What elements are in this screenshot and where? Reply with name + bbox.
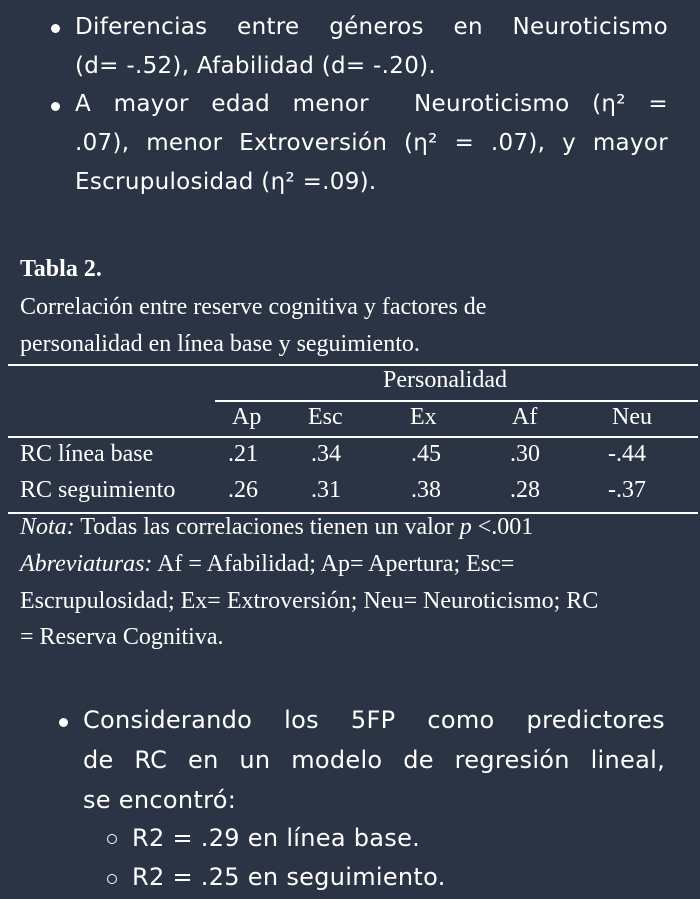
column-header: Af — [512, 404, 538, 430]
cell: .34 — [311, 441, 341, 467]
sub-bullet-text: R2 = .25 en seguimiento. — [132, 863, 446, 891]
column-header: Esc — [308, 404, 343, 430]
bullet-text: Considerando los 5FP como predictores — [83, 706, 665, 734]
note-end: <.001 — [471, 514, 534, 540]
group-header: Personalidad — [383, 367, 507, 393]
bullet-icon — [51, 102, 60, 111]
cell: -.44 — [608, 441, 646, 467]
table-rule — [8, 364, 698, 366]
bullet-text: .07), menor Extroversión (η² = .07), y mayor — [75, 130, 668, 156]
bullet-text: se encontró: — [83, 786, 237, 814]
abbr-text: Af = Afabilidad; Ap= Apertura; Esc= — [152, 551, 515, 577]
abbr-label: Abreviaturas: — [20, 551, 153, 577]
table-rule — [215, 400, 698, 402]
sub-bullet-icon — [107, 874, 117, 884]
note-text: Todas las correlaciones tienen un valor — [74, 514, 460, 540]
abbreviations — [20, 551, 514, 578]
cell: .28 — [510, 477, 540, 503]
cell: .45 — [411, 441, 441, 467]
sub-bullet-text: R2 = .29 en línea base. — [132, 824, 421, 852]
note-p: p — [459, 514, 472, 540]
column-header: Neu — [612, 404, 652, 430]
abbr-text: = Reserva Cognitiva. — [20, 624, 224, 650]
table-caption: Correlación entre reserve cognitiva y factores de — [20, 294, 487, 320]
table-label: Tabla 2. — [20, 256, 102, 282]
abbr-text: Escrupulosidad; Ex= Extroversión; Neu= Neuroticismo; RC — [20, 588, 599, 614]
bullet-text: de RC en un modelo de regresión lineal, — [83, 746, 665, 774]
cell: .30 — [510, 441, 540, 467]
sub-bullet-icon — [107, 834, 117, 844]
column-header: Ap — [232, 404, 262, 430]
table-caption: personalidad en línea base y seguimiento. — [20, 331, 420, 357]
bullet-icon — [51, 24, 60, 33]
bullet-text: A mayor edad menor Neuroticismo (η² = — [75, 91, 668, 117]
cell: .21 — [228, 441, 258, 467]
cell: .31 — [311, 477, 341, 503]
row-label: RC línea base — [20, 441, 154, 467]
bullet-icon — [59, 718, 68, 727]
cell: .26 — [228, 477, 258, 503]
bullet-text: (d= -.52), Afabilidad (d= -.20). — [75, 53, 437, 79]
table-rule — [8, 436, 698, 438]
table-note — [20, 514, 533, 541]
bullet-text: Diferencias entre géneros en Neuroticismo — [75, 14, 668, 40]
cell: .38 — [411, 477, 441, 503]
note-label: Nota: — [20, 514, 75, 540]
cell: -.37 — [608, 477, 646, 503]
bullet-text: Escrupulosidad (η² =.09). — [75, 169, 377, 195]
row-label: RC seguimiento — [20, 477, 176, 503]
column-header: Ex — [410, 404, 437, 430]
